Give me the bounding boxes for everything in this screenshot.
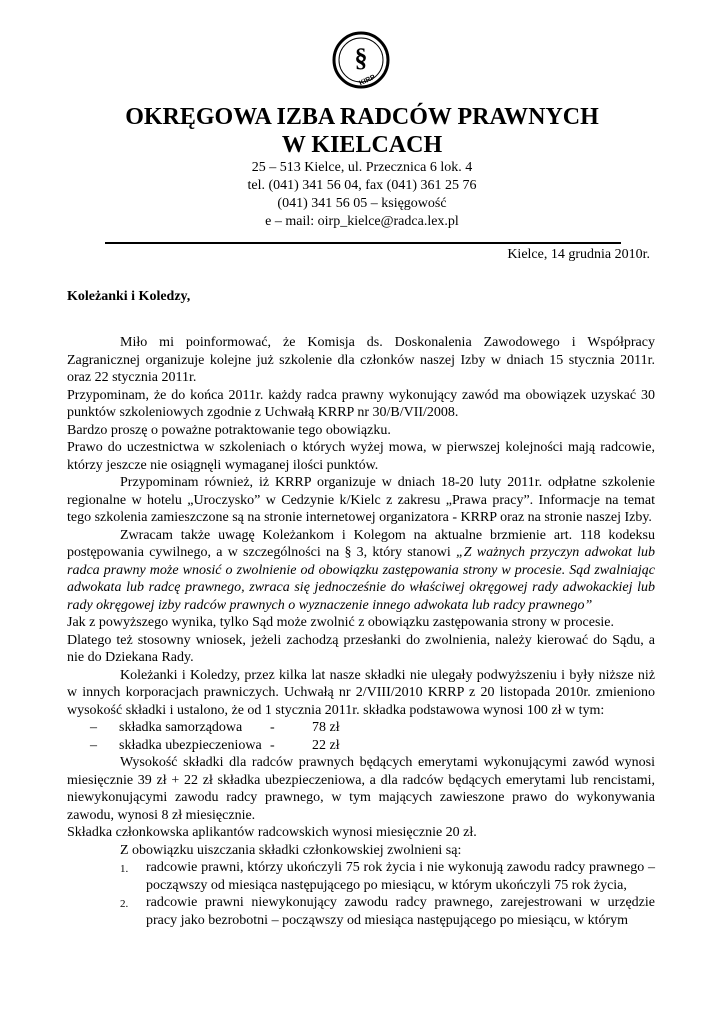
paragraph: Prawo do uczestnictwa w szkoleniach o których wyżej mowa, w pierwszej kolejności mają radcowie, którzy jeszcze nie osiągnęli wymaganej ilości punktów. [67,440,655,473]
fee-amount: 78 zł [312,720,340,735]
letter-date: Kielce, 14 grudnia 2010r. [507,247,650,262]
fee-separator: - [270,720,275,735]
item-text: radcowie prawni niewykonujący zawodu radcy prawnego, zarejestrowani w urzędzie pracy jako bezrobotni – począwszy od miesiąca następującego po miesiącu, w którym [146,895,655,928]
accounting-phone: (041) 341 56 05 – księgowość [277,196,447,211]
fee-label: składka samorządowa [119,720,243,735]
dash-bullet: – [90,737,97,753]
paragraph: Składka członkowska aplikantów radcowskich wynosi miesięcznie 20 zł. [67,825,477,840]
item-number: 2. [120,898,129,910]
phone-fax: tel. (041) 341 56 04, fax (041) 361 25 76 [247,178,477,193]
list-item [67,859,655,894]
fee-label: składka ubezpieczeniowa [119,737,262,753]
greeting: Koleżanki i Koledzy, [67,289,191,304]
address: 25 – 513 Kielce, ul. Przecznica 6 lok. 4 [251,160,473,175]
legal-quote: „Z ważnych przyczyn adwokat lub radca prawny może wnosić o zwolnienie od obowiązku zastępowania strony w procesie. Sąd zwalniając adwokata lub radcę prawnego, zwraca się jednocześnie do właściwej okręgowej rady adwokackiej lub rady okręgowej izby radców prawnych o wyznaczenie innego adwokata lub radcy prawnego” [67,545,656,613]
item-number: 1. [120,863,129,875]
fee-list [67,719,655,754]
list-item [67,719,340,737]
svg-text:KIRP: KIRP [358,73,377,88]
letter-body [67,334,655,929]
paragraph: Przypominam, że do końca 2011r. każdy radca prawny wykonujący zawód ma obowiązek uzyskać 30 punktów szkoleniowych zgodnie z Uchwałą KRRP nr 30/B/VII/2008. [67,387,655,420]
paragraph: Bardzo proszę o poważne potraktowanie tego obowiązku. [67,422,391,438]
list-item [67,894,655,929]
contact-block [0,159,724,231]
fee-separator: - [270,737,275,753]
paragraph-art-118 [67,527,655,615]
fee-amount: 22 zł [312,737,340,753]
paragraph: Koleżanki i Koledzy, przez kilka lat nasze składki nie ulegały podwyższeniu i były niższe niż w innych korporacjach prawniczych. Uchwałą nr 2/VIII/2010 KRRP z 20 listopada 2010r. zmieniono wysokość składki i ustalono, że od 1 stycznia 2011r. składka podstawowa wynosi 100 zł w tym: [67,667,655,718]
paragraph: Z obowiązku uiszczania składki członkowskiej zwolnieni są: [120,842,462,858]
list-item [67,737,340,755]
header-divider [105,242,621,244]
kirp-logo-icon [331,30,391,90]
dash-bullet: – [90,720,97,735]
paragraph: Wysokość składki dla radców prawnych będących emerytami wykonującymi zawód wynosi miesięcznie 39 zł + 22 zł składka ubezpieczeniowa, a dla radców będących emerytami lub rencistami, niewykonującymi zawodu radcy prawnego, w tym mających zawieszone prawo do wykonywania zawodu, wynosi 8 zł miesięcznie. [67,755,655,823]
item-text: radcowie prawni, którzy ukończyli 75 rok życia i nie wykonują zawodu radcy prawnego – począwszy od miesiąca następującego po miesiącu, w którym ukończyli 75 rok życia, [146,860,655,893]
paragraph: Jak z powyższego wynika, tylko Sąd może zwolnić z obowiązku zastępowania strony w procesie. [67,615,615,630]
paragraph: Dlatego też stosowny wniosek, jeżeli zachodzą przesłanki do zwolnienia, należy kierować do Sądu, a nie do Dziekana Rady. [67,632,655,665]
svg-text:§: § [354,43,368,72]
chamber-city: W KIELCACH [281,132,443,158]
chamber-title: OKRĘGOWA IZBA RADCÓW PRAWNYCH [125,104,599,130]
paragraph: Miło mi poinformować, że Komisja ds. Doskonalenia Zawodowego i Współpracy Zagranicznej organizuje kolejne już szkolenie dla członków naszej Izby w dniach 15 stycznia 2011r. oraz 22 stycznia 2011r. [67,335,655,385]
paragraph-text: Zwracam także uwagę Koleżankom i Kolegom na aktualne brzmienie art. 118 kodeksu postępowania cywilnego, a w szczególności na § 3, który stanowi [67,527,655,560]
exemption-list [67,859,655,929]
paragraph: Przypominam również, iż KRRP organizuje w dniach 18-20 luty 2011r. odpłatne szkolenie regionalne w hotelu „Uroczysko” w Cedzynie k/Kielc z zakresu „Prawa pracy”. Informacje na temat tego szkolenia zamieszczone są na stronie internetowej organizatora - KRRP oraz na stronie naszej Izby. [67,475,655,525]
email: e – mail: oirp_kielce@radca.lex.pl [265,214,459,229]
